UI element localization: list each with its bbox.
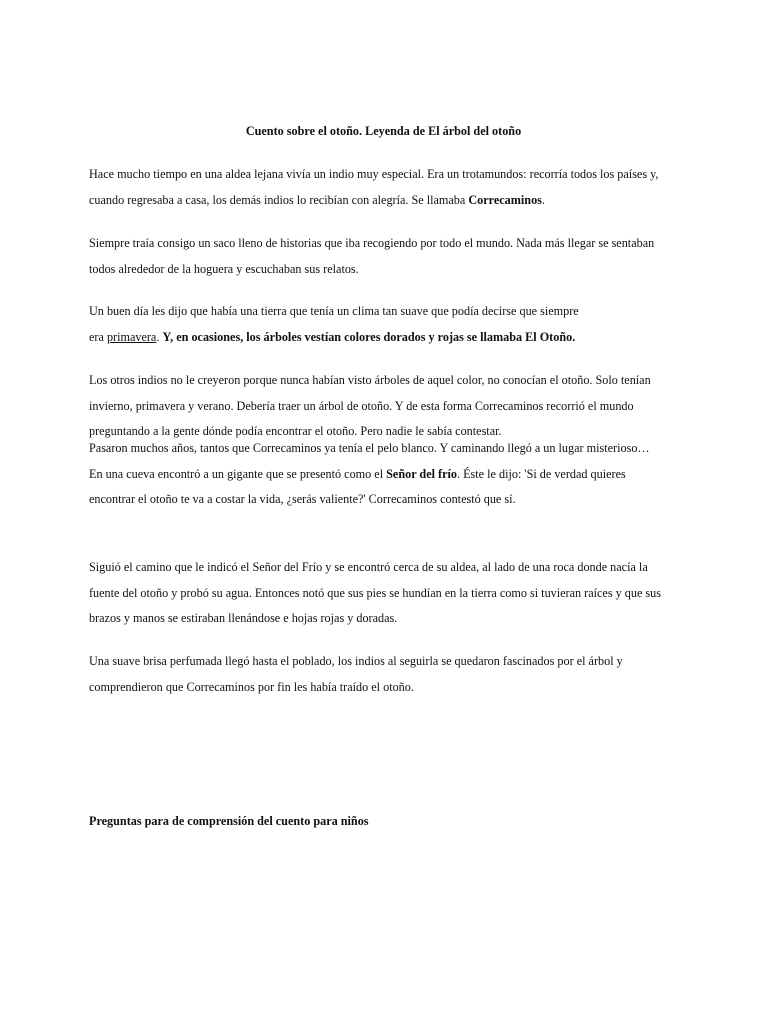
document-title: Cuento sobre el otoño. Leyenda de El árbol del otoño	[245, 124, 522, 138]
name-correcaminos: Correcaminos	[468, 192, 542, 207]
paragraph-3	[89, 299, 689, 350]
paragraph-line: encontrar el otoño te va a costar la vida, ¿serás valiente?' Correcaminos contestó que sí.	[89, 492, 516, 506]
paragraph-line: todos alrededor de la hoguera y escuchaban sus relatos.	[89, 261, 359, 276]
paragraph-line: Hace mucho tiempo en una aldea lejana vivía un indio muy especial. Era un trotamundos: recorría todos los países y,	[89, 167, 659, 181]
text-run: En una cueva encontró a un gigante que se presentó como el	[89, 466, 387, 481]
paragraph-line: Pasaron muchos años, tantos que Correcaminos ya tenía el pelo blanco. Y caminando llegó a un lugar misterioso…	[89, 441, 650, 455]
paragraph-line	[89, 188, 689, 214]
paragraph-7	[89, 649, 689, 700]
bold-sentence: Y, en ocasiones, los árboles vestían colores dorados y rojas se llamaba El Otoño.	[162, 329, 576, 344]
paragraph-1	[89, 162, 689, 213]
paragraph-line: brazos y manos se estiraban llenándose e hojas rojas y doradas.	[89, 611, 398, 625]
paragraph-line: Los otros indios no le creyeron porque nunca habían visto árboles de aquel color, no conocían el otoño. Solo tenían	[89, 373, 651, 387]
text-run: cuando regresaba a casa, los demás indios lo recibían con alegría. Se llamaba	[89, 192, 469, 207]
text-run: .	[541, 192, 545, 207]
paragraph-2	[89, 231, 689, 282]
text-run: era	[89, 329, 107, 344]
paragraph-line: invierno, primavera y verano. Debería traer un árbol de otoño. Y de esta forma Correcaminos recorrió el mundo	[89, 398, 634, 413]
primavera-link[interactable]: primavera	[106, 329, 157, 344]
paragraph-line: fuente del otoño y probó su agua. Entonces notó que sus pies se hundían en la tierra como si tuvieran raíces y que sus	[89, 585, 661, 600]
text-run: . Éste le dijo: 'Si de verdad quieres	[457, 466, 626, 481]
paragraph-line: Siguió el camino que le indicó el Señor del Frío y se encontró cerca de su aldea, al lado de una roca donde nacía la	[89, 560, 648, 574]
paragraph-5	[89, 436, 689, 513]
paragraph-line: Un buen día les dijo que había una tierra que tenía un clima tan suave que podía decirse que siempre	[89, 304, 579, 318]
paragraph-line: Siempre traía consigo un saco lleno de historias que iba recogiendo por todo el mundo. Nada más llegar se sentaban	[89, 236, 655, 250]
paragraph-line: preguntando a la gente dónde podía encontrar el otoño. Pero nadie le sabía contestar.	[89, 424, 502, 438]
paragraph-line: Una suave brisa perfumada llegó hasta el poblado, los indios al seguirla se quedaron fascinados por el árbol y	[89, 654, 623, 668]
name-senor-del-frio: Señor del frío	[386, 466, 458, 481]
questions-heading: Preguntas para de comprensión del cuento para niños	[89, 814, 369, 828]
paragraph-line	[89, 462, 689, 488]
paragraph-line	[89, 325, 689, 351]
paragraph-line: comprendieron que Correcaminos por fin les había traído el otoño.	[89, 679, 414, 694]
text-run: .	[156, 329, 163, 344]
paragraph-6	[89, 555, 689, 632]
paragraph-4	[89, 368, 689, 445]
